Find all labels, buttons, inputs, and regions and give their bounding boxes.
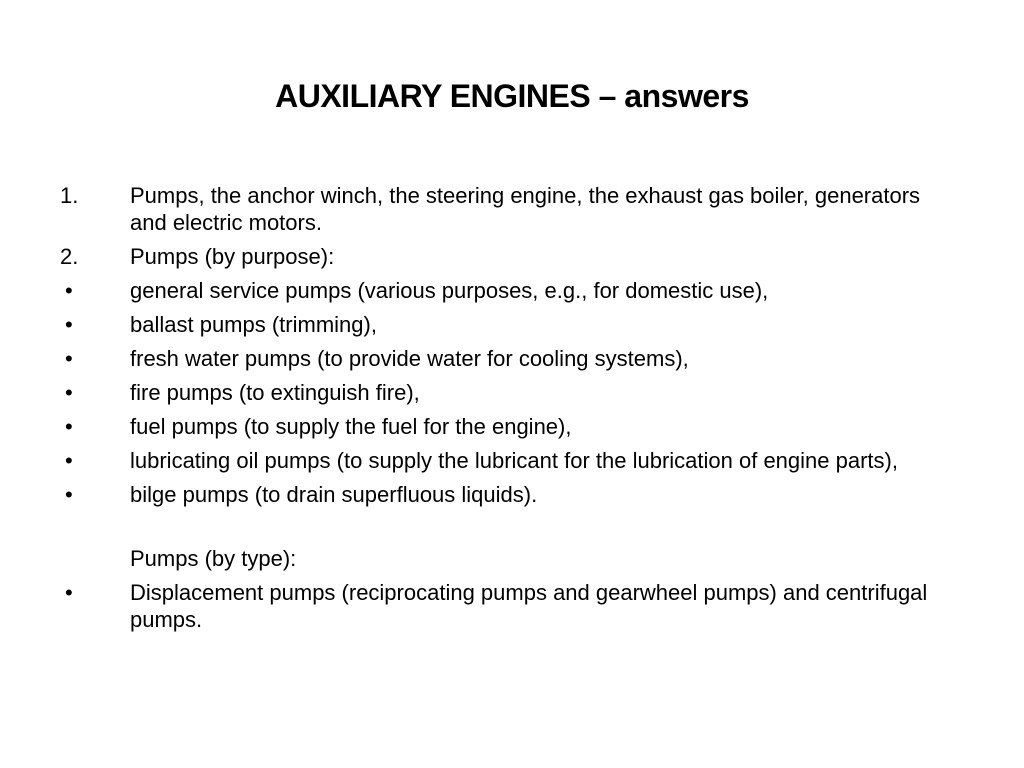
list-item-text: Displacement pumps (reciprocating pumps and gearwheel pumps) and centrifugal pumps. <box>130 580 928 632</box>
bullet-icon: • <box>65 346 73 371</box>
list-item-text: fuel pumps (to supply the fuel for the engine), <box>130 414 572 439</box>
list-item-text: Pumps (by type): <box>130 546 297 571</box>
list-number: 2. <box>60 244 79 269</box>
slide-title: AUXILIARY ENGINES – answers <box>275 78 749 114</box>
list-number: 1. <box>60 183 79 208</box>
answer-list <box>60 182 960 640</box>
bullet-icon: • <box>65 580 73 605</box>
list-item-fresh-water <box>60 345 960 372</box>
bullet-icon: • <box>65 312 73 337</box>
list-item-text: Pumps (by purpose): <box>130 244 335 269</box>
list-item-ballast <box>60 311 960 338</box>
bullet-icon: • <box>65 448 73 473</box>
list-item-text: general service pumps (various purposes, e.g., for domestic use), <box>130 278 769 303</box>
list-item-text: Pumps, the anchor winch, the steering engine, the exhaust gas boiler, generators and electric motors. <box>130 183 921 235</box>
list-item-text: bilge pumps (to drain superfluous liquids). <box>130 482 538 507</box>
section-spacer <box>60 515 960 545</box>
list-item-text: fresh water pumps (to provide water for cooling systems), <box>130 346 689 371</box>
list-item-2 <box>60 243 960 270</box>
list-item-text: ballast pumps (trimming), <box>130 312 377 337</box>
list-item-general-service <box>60 277 960 304</box>
list-subheading <box>60 545 960 572</box>
list-item-text: fire pumps (to extinguish fire), <box>130 380 420 405</box>
bullet-icon: • <box>65 380 73 405</box>
list-item-bilge <box>60 481 960 508</box>
list-item-1 <box>60 182 960 236</box>
list-item-fuel <box>60 413 960 440</box>
list-item-text: lubricating oil pumps (to supply the lubricant for the lubrication of engine parts), <box>130 448 898 473</box>
bullet-icon: • <box>65 482 73 507</box>
empty-marker <box>60 545 130 572</box>
bullet-icon: • <box>65 414 73 439</box>
list-item-lubricating-oil <box>60 447 960 474</box>
list-item-fire <box>60 379 960 406</box>
list-item-displacement <box>60 579 960 633</box>
bullet-icon: • <box>65 278 73 303</box>
